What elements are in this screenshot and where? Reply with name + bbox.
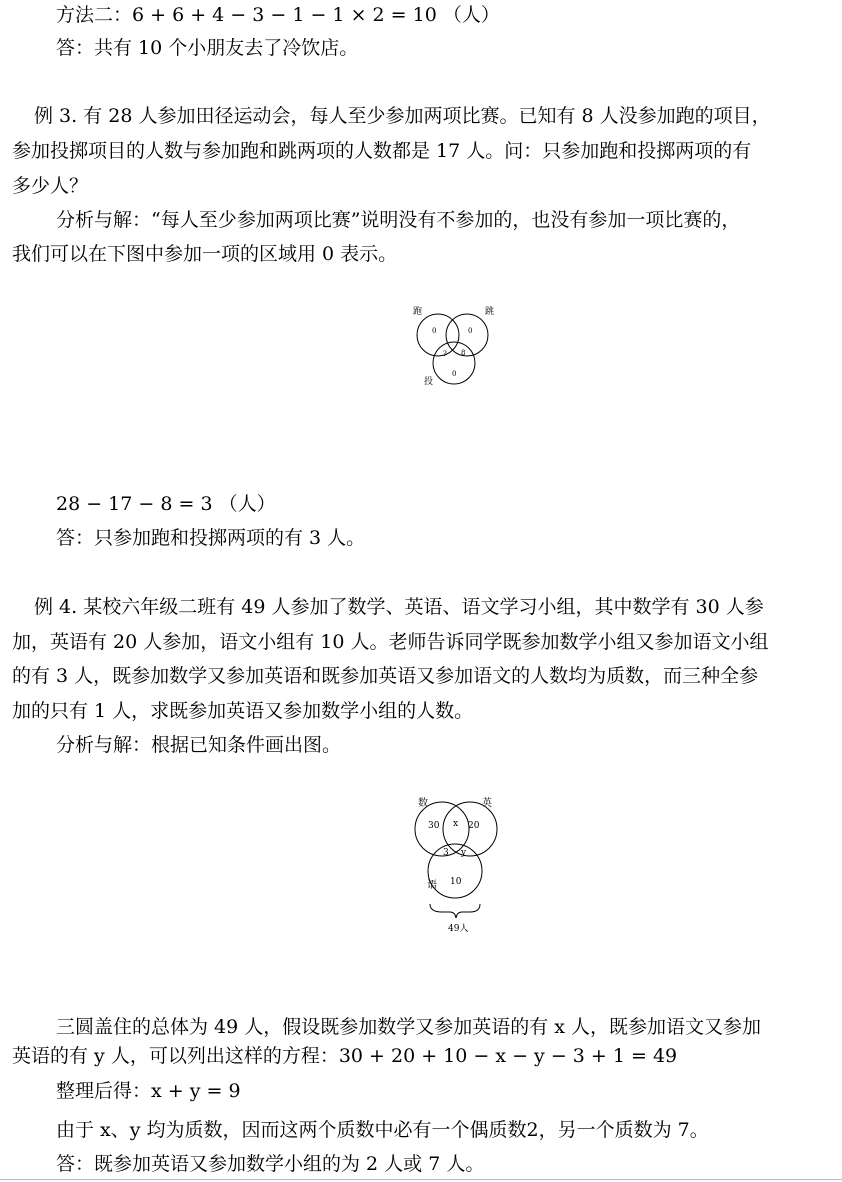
label-run: 跑 bbox=[413, 307, 423, 317]
method-two-line: 方法二：6 + 6 + 4 − 3 − 1 − 1 × 2 = 10 （人） bbox=[56, 4, 500, 26]
label-chinese: 语 bbox=[427, 880, 437, 891]
example-3-line-3: 多少人？ bbox=[12, 175, 89, 197]
example-4-line-2: 加，英语有 20 人参加，语文小组有 10 人。老师告诉同学既参加数学小组又参加语文小组 bbox=[12, 631, 769, 653]
example-4-line-3: 的有 3 人，既参加数学又参加英语和既参加英语又参加语文的人数均为质数，而三种全参 bbox=[12, 665, 759, 687]
value-english-chinese: y bbox=[461, 848, 467, 858]
value-math: 30 bbox=[428, 821, 440, 831]
venn-diagram-groups bbox=[408, 788, 508, 938]
total-brace bbox=[430, 904, 480, 918]
setup-line-2: 英语的有 y 人，可以列出这样的方程：30 + 20 + 10 − x − y − 3 + 1 = 49 bbox=[12, 1045, 678, 1067]
example-3-line-1: 例 3. 有 28 人参加田径运动会，每人至少参加两项比赛。已知有 8 人没参加跑的项目， bbox=[34, 105, 771, 127]
circle-jump bbox=[446, 314, 488, 356]
value-only-throw: 0 bbox=[452, 370, 457, 378]
label-throw: 投 bbox=[424, 377, 434, 387]
answer-line-4: 答：既参加英语又参加数学小组的为 2 人或 7 人。 bbox=[56, 1153, 485, 1175]
page-bottom-rule bbox=[0, 1179, 842, 1180]
analysis-3-line-2: 我们可以在下图中参加一项的区域用 0 表示。 bbox=[12, 243, 398, 265]
venn-diagram-sports bbox=[405, 298, 505, 398]
analysis-3-line-1: 分析与解：“每人至少参加两项比赛”说明没有不参加的，也没有参加一项比赛的， bbox=[56, 209, 741, 231]
total-label: 49人 bbox=[448, 924, 469, 934]
example-4-line-1: 例 4. 某校六年级二班有 49 人参加了数学、英语、语文学习小组，其中数学有 30 人参 bbox=[34, 596, 764, 618]
example-4-line-4: 加的只有 1 人，求既参加英语又参加数学小组的人数。 bbox=[12, 700, 474, 722]
setup-line-1: 三圆盖住的总体为 49 人，假设既参加数学又参加英语的有 x 人，既参加语文又参加 bbox=[56, 1016, 762, 1038]
value-math-chinese: 3 bbox=[443, 848, 449, 858]
value-run-throw: ? bbox=[443, 350, 447, 358]
label-english: 英 bbox=[482, 798, 492, 809]
reasoning-line: 由于 x、y 均为质数，因而这两个质数中必有一个偶质数2，另一个质数为 7。 bbox=[56, 1119, 709, 1141]
analysis-4-line-1: 分析与解：根据已知条件画出图。 bbox=[56, 734, 342, 756]
answer-line-1: 答：共有 10 个小朋友去了冷饮店。 bbox=[56, 37, 359, 59]
value-english: 20 bbox=[468, 821, 480, 831]
simplified-equation: 整理后得：x + y = 9 bbox=[56, 1080, 241, 1102]
value-only-run: 0 bbox=[432, 327, 437, 335]
example-3-line-2: 参加投掷项目的人数与参加跑和跳两项的人数都是 17 人。问：只参加跑和投掷两项的有 bbox=[12, 140, 752, 162]
value-math-english: x bbox=[453, 819, 459, 829]
calculation-line: 28 − 17 − 8 = 3 （人） bbox=[56, 493, 276, 515]
value-jump-throw: 8 bbox=[461, 349, 466, 357]
label-jump: 跳 bbox=[485, 307, 495, 317]
value-only-jump: 0 bbox=[468, 327, 473, 335]
value-chinese: 10 bbox=[450, 877, 462, 887]
answer-line-3: 答：只参加跑和投掷两项的有 3 人。 bbox=[56, 527, 366, 549]
label-math: 数 bbox=[418, 798, 428, 809]
